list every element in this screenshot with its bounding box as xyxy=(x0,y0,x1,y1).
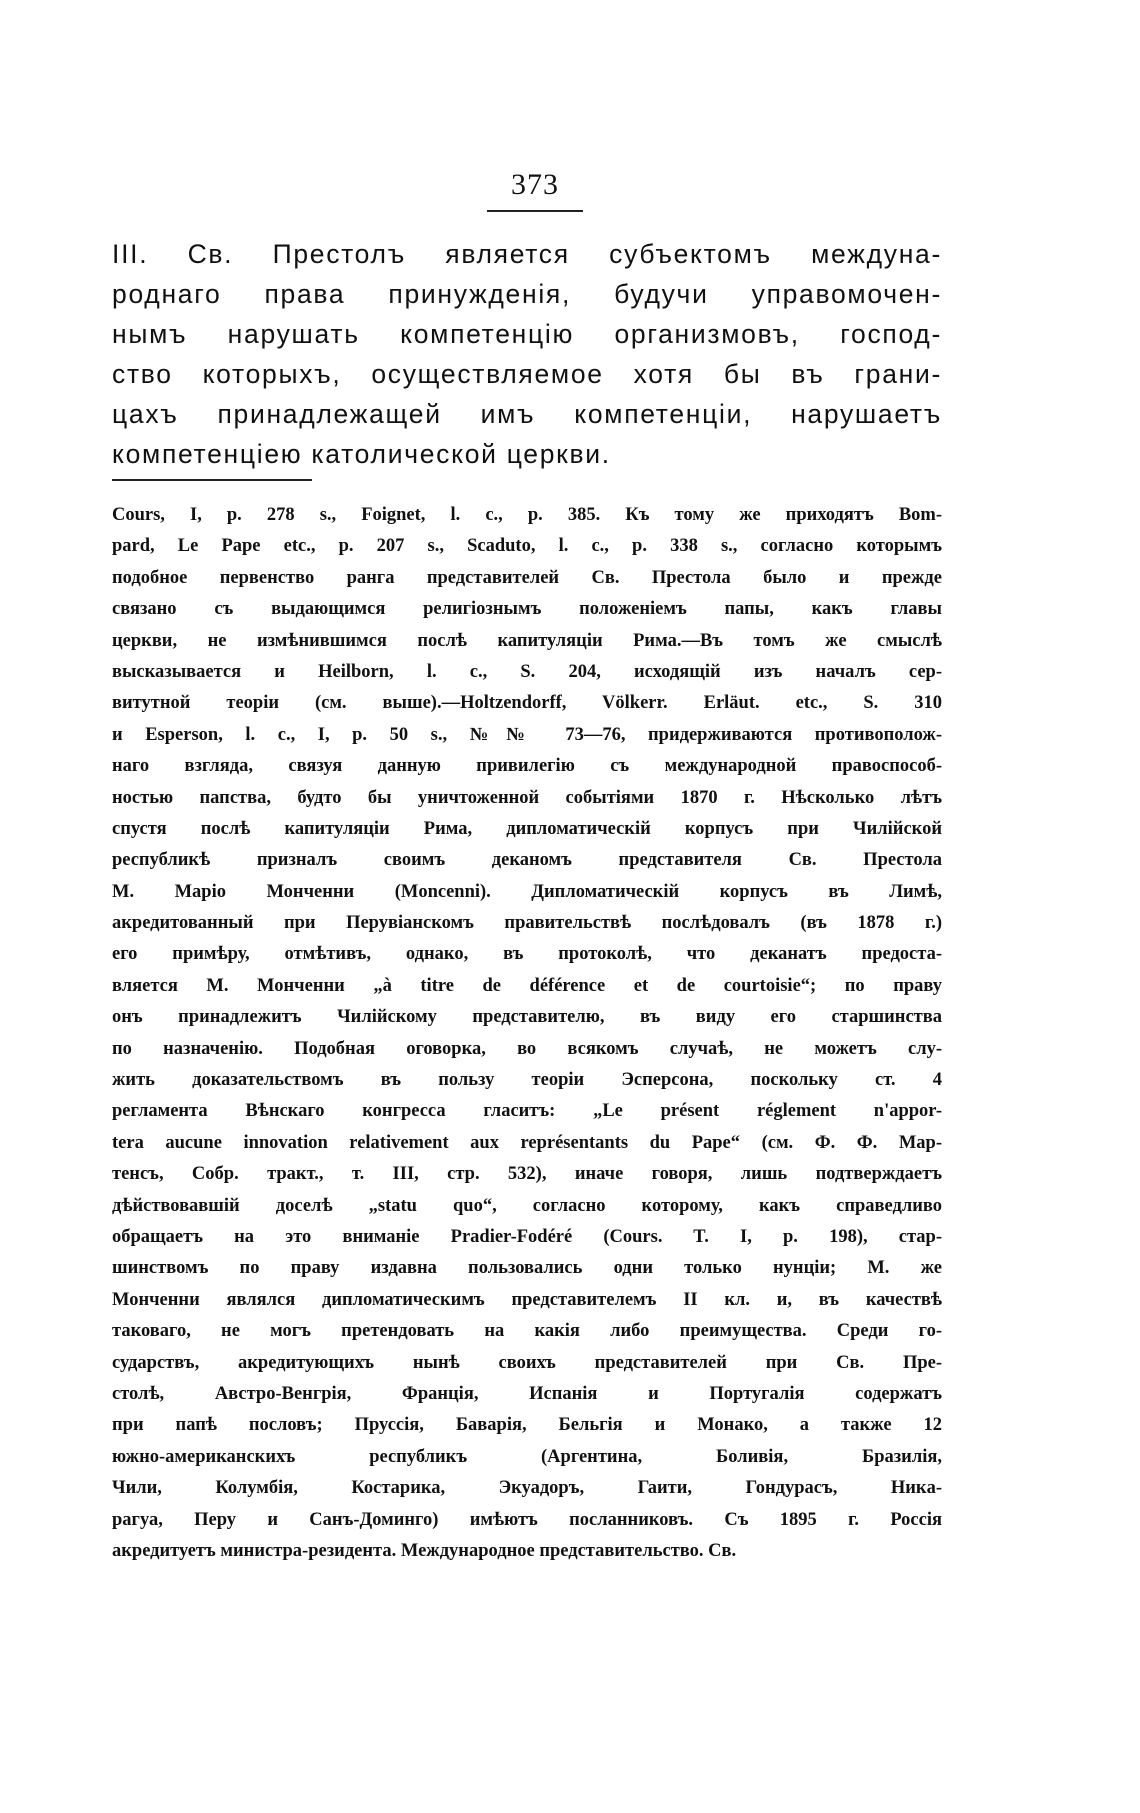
footnote-line: tera aucune innovation relativement aux représentants du Pape“ (см. Ф. Ф. Мар- xyxy=(112,1132,942,1153)
footnote-block xyxy=(112,500,942,1567)
main-text-line: компетенціею католической церкви. xyxy=(112,439,611,469)
footnote-line: южно-американскихъ республикъ (Аргентина, Боливія, Бразилія, xyxy=(112,1446,942,1467)
footnote-line: акредитованный при Перувіанскомъ правительствѣ послѣдовалъ (въ 1878 г.) xyxy=(112,913,942,934)
footnote-line: витутной теоріи (см. выше).—Holtzendorff, Völkerr. Erläut. etc., S. 310 xyxy=(112,693,942,714)
footnote-divider xyxy=(112,479,312,481)
footnote-line: наго взгляда, связуя данную привилегію съ международной правоспособ- xyxy=(112,756,942,777)
footnote-line: столѣ, Австро-Венгрія, Франція, Испанія и Португалія содержатъ xyxy=(112,1383,942,1404)
footnote-line: связано съ выдающимся религіознымъ положеніемъ папы, какъ главы xyxy=(112,599,942,620)
footnote-line: спустя послѣ капитуляціи Рима, дипломатическій корпусъ при Чилійской xyxy=(112,818,942,839)
footnote-line: рагуа, Перу и Санъ-Доминго) имѣютъ посланниковъ. Съ 1895 г. Россія xyxy=(112,1509,942,1530)
footnote-line: ностью папства, будто бы уничтоженной событіями 1870 г. Нѣсколько лѣтъ xyxy=(112,787,942,808)
main-text-line: цахъ принадлежащей имъ компетенціи, нарушаетъ xyxy=(112,399,942,429)
main-paragraph xyxy=(112,234,942,474)
footnote-line: подобное первенство ранга представителей Св. Престола было и прежде xyxy=(112,567,942,588)
footnote-line: при папѣ пословъ; Пруссія, Баварія, Бельгія и Монако, а также 12 xyxy=(112,1415,942,1436)
footnote-line: по назначенію. Подобная оговорка, во всякомъ случаѣ, не можетъ слу- xyxy=(112,1038,942,1059)
main-text-line: роднаго права принужденія, будучи управомочен- xyxy=(112,279,942,309)
footnote-line: обращаетъ на это вниманіе Pradier-Fodéré (Cours. T. I, p. 198), стар- xyxy=(112,1226,942,1247)
footnote-line: М. Маріо Монченни (Moncenni). Дипломатическій корпусъ въ Лимѣ, xyxy=(112,881,942,902)
footnote-line: жить доказательствомъ въ пользу теоріи Эсперсона, поскольку ст. 4 xyxy=(112,1070,942,1091)
main-text-line: III. Св. Престолъ является субъектомъ междуна- xyxy=(112,239,942,269)
footnote-line: pard, Le Pape etc., p. 207 s., Scaduto, l. c., p. 338 s., согласно которымъ xyxy=(112,536,942,557)
footnote-line: Монченни являлся дипломатическимъ представителемъ II кл. и, въ качествѣ xyxy=(112,1289,942,1310)
footnote-line: дѣйствовавшій доселѣ „statu quo“, согласно которому, какъ справедливо xyxy=(112,1195,942,1216)
footnote-line: высказывается и Heilborn, l. c., S. 204, исходящій изъ началъ сер- xyxy=(112,661,942,682)
footnote-line: шинствомъ по праву издавна пользовались одни только нунціи; М. же xyxy=(112,1258,942,1279)
footnote-line: и Esperson, l. c., I, p. 50 s., №№ 73—76, придерживаются противополож- xyxy=(112,724,942,745)
main-text-line: нымъ нарушать компетенцію организмовъ, господ- xyxy=(112,319,942,349)
footnote-line: Чили, Колумбія, Костарика, Экуадоръ, Гаити, Гондурасъ, Никa- xyxy=(112,1478,942,1499)
footnote-line: вляется М. Монченни „à titre de déférence et de courtoisie“; по праву xyxy=(112,975,942,996)
footnote-line: сударствъ, акредитующихъ нынѣ своихъ представителей при Св. Пре- xyxy=(112,1352,942,1373)
footnote-line: регламента Вѣнскаго конгресса гласитъ: „Le présent réglement n'appor- xyxy=(112,1101,942,1122)
footnote-line: Cours, I, p. 278 s., Foignet, l. c., p. 385. Къ тому же приходятъ Bom- xyxy=(112,505,942,525)
footnote-line: церкви, не измѣнившимся послѣ капитуляціи Рима.—Въ томъ же смыслѣ xyxy=(112,630,942,651)
footnote-line: таковаго, не могъ претендовать на какія либо преимущества. Среди го- xyxy=(112,1321,942,1342)
footnote-line: республикѣ призналъ своимъ деканомъ представителя Св. Престола xyxy=(112,850,942,871)
footnote-line: онъ принадлежитъ Чилійскому представителю, въ виду его старшинства xyxy=(112,1007,942,1028)
footnote-line: его примѣру, отмѣтивъ, однако, въ протоколѣ, что деканатъ предоста- xyxy=(112,944,942,965)
page-number-rule xyxy=(487,210,583,212)
page-number: 373 xyxy=(511,168,559,201)
main-text-line: ство которыхъ, осуществляемое хотя бы въ грани- xyxy=(112,359,942,389)
footnote-line: тенсъ, Собр. тракт., т. III, стр. 532), иначе говоря, лишь подтверждаетъ xyxy=(112,1164,942,1185)
footnote-line: акредитуетъ министра-резидента. Международное представительство. Св. xyxy=(112,1540,737,1561)
